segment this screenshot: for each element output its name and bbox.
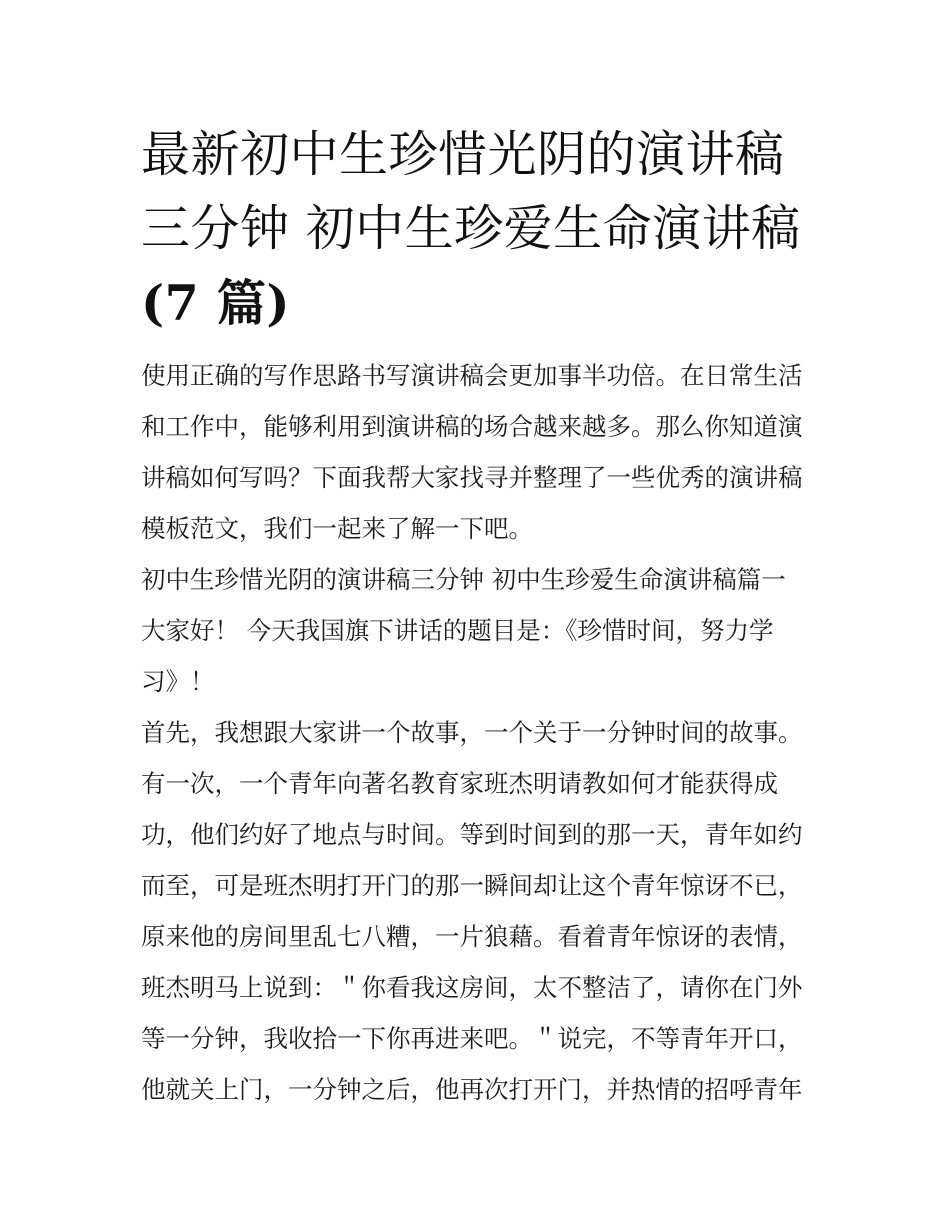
- text-line: 原来他的房间里乱七八糟，一片狼藉。看着青年惊讶的表情，: [141, 922, 803, 951]
- text-line: 班杰明马上说到：＂你看我这房间，太不整洁了，请你在门外: [141, 973, 803, 1002]
- document-title: [141, 118, 821, 340]
- text-line: 模板范文，我们一起来了解一下吧。: [141, 514, 533, 543]
- text-line: 首先，我想跟大家讲一个故事，一个关于一分钟时间的故事。: [141, 718, 803, 747]
- text-line: 初中生珍惜光阴的演讲稿三分钟 初中生珍爱生命演讲稿篇一: [141, 565, 786, 594]
- document-body: [141, 350, 821, 1115]
- text-line: 而至，可是班杰明打开门的那一瞬间却让这个青年惊讶不已，: [141, 871, 803, 900]
- text-line: 习》！: [141, 667, 215, 696]
- title-line-3: (7 篇): [141, 274, 291, 332]
- text-line: 使用正确的写作思路书写演讲稿会更加事半功倍。在日常生活: [141, 361, 803, 390]
- text-line: 和工作中，能够利用到演讲稿的场合越来越多。那么你知道演: [141, 412, 803, 441]
- paragraph-intro: [141, 350, 821, 554]
- text-line: 有一次，一个青年向著名教育家班杰明请教如何才能获得成: [141, 769, 778, 798]
- paragraph-story: [141, 707, 821, 1115]
- paragraph-greeting: [141, 605, 821, 707]
- text-line: 等一分钟，我收拾一下你再进来吧。＂说完，不等青年开口，: [141, 1024, 803, 1053]
- text-line: 他就关上门，一分钟之后，他再次打开门，并热情的招呼青年: [141, 1075, 803, 1104]
- section-heading: [141, 554, 821, 605]
- text-line: 大家好！ 今天我国旗下讲话的题目是：《珍惜时间，努力学: [141, 616, 774, 645]
- title-line-1: 最新初中生珍惜光阴的演讲稿: [141, 126, 785, 183]
- text-line: 讲稿如何写吗？下面我帮大家找寻并整理了一些优秀的演讲稿: [141, 463, 803, 492]
- document-content: [141, 118, 821, 1115]
- title-line-2: 三分钟 初中生珍爱生命演讲稿: [141, 200, 801, 257]
- text-line: 功，他们约好了地点与时间。等到时间到的那一天，青年如约: [141, 820, 803, 849]
